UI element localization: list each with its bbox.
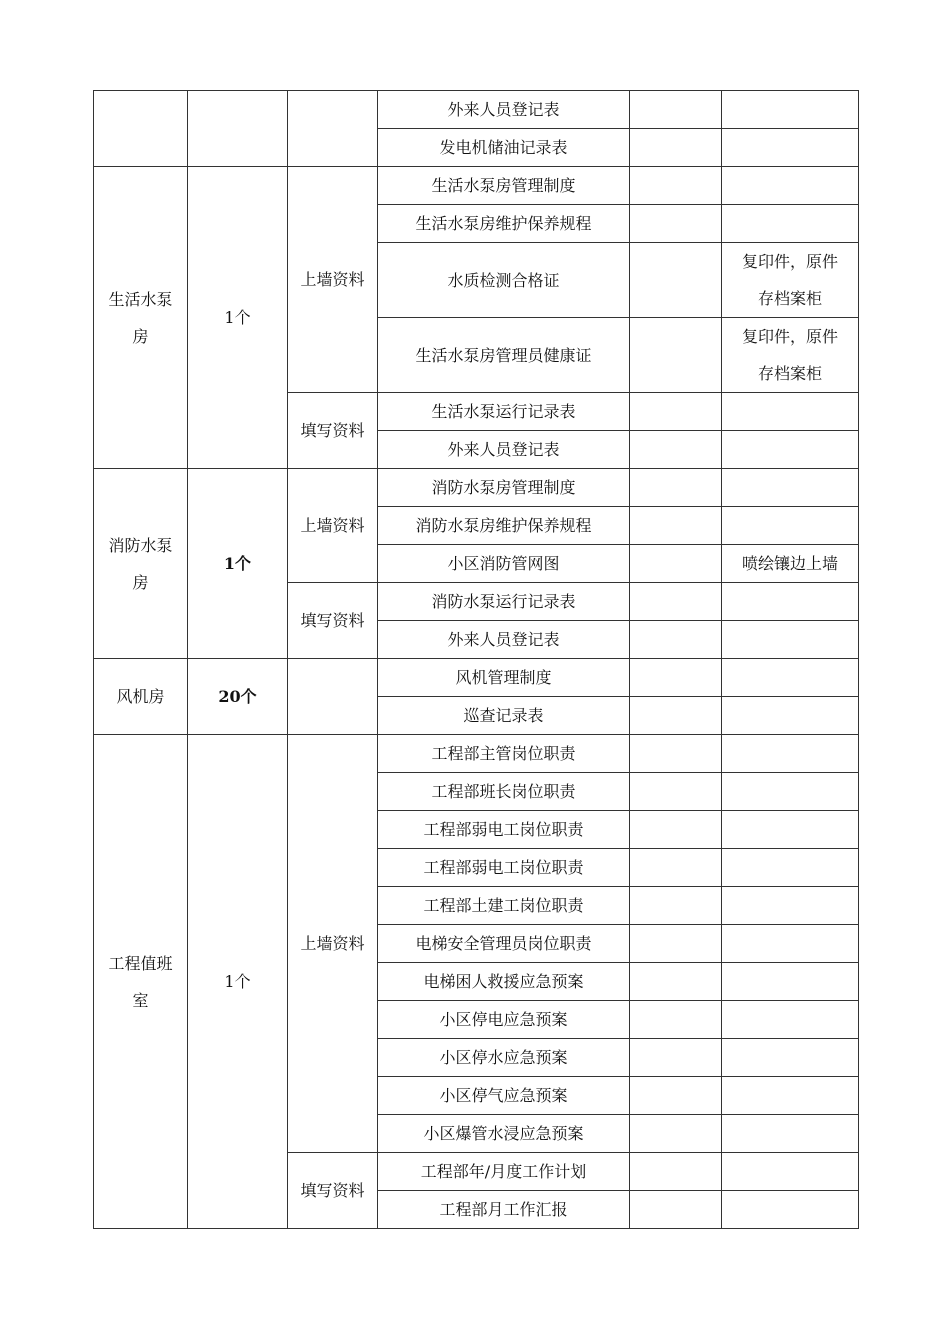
item-cell: 外来人员登记表 [378,621,630,659]
category-cell [288,659,378,735]
quantity-cell [188,91,288,167]
item-cell: 电梯困人救援应急预案 [378,963,630,1001]
table-row [94,167,859,205]
category-cell: 上墙资料 [288,469,378,583]
item-cell: 工程部弱电工岗位职责 [378,849,630,887]
note-cell: 复印件，原件存档案柜 [722,243,859,318]
quantity-cell: 1个 [188,735,288,1229]
location-cell [94,91,188,167]
location-cell: 生活水泵房 [94,167,188,469]
table-row [94,469,859,507]
location-cell: 消防水泵房 [94,469,188,659]
item-cell: 小区停水应急预案 [378,1039,630,1077]
item-cell: 小区停气应急预案 [378,1077,630,1115]
item-cell: 水质检测合格证 [378,243,630,318]
item-cell: 工程部主管岗位职责 [378,735,630,773]
item-cell: 生活水泵运行记录表 [378,393,630,431]
item-cell: 工程部弱电工岗位职责 [378,811,630,849]
location-cell: 工程值班室 [94,735,188,1229]
table-row [94,91,859,129]
item-cell: 消防水泵运行记录表 [378,583,630,621]
quantity-cell: 1个 [188,167,288,469]
item-cell: 外来人员登记表 [378,431,630,469]
item-cell: 小区消防管网图 [378,545,630,583]
category-cell: 上墙资料 [288,735,378,1153]
item-cell: 生活水泵房管理员健康证 [378,318,630,393]
table-row [94,735,859,773]
item-cell: 小区停电应急预案 [378,1001,630,1039]
item-cell: 风机管理制度 [378,659,630,697]
item-cell: 工程部土建工岗位职责 [378,887,630,925]
category-cell: 填写资料 [288,393,378,469]
category-cell: 上墙资料 [288,167,378,393]
quantity-cell: 20个 [188,659,288,735]
note-cell: 复印件，原件存档案柜 [722,318,859,393]
item-cell: 发电机储油记录表 [378,129,630,167]
item-cell: 工程部班长岗位职责 [378,773,630,811]
note-cell: 喷绘镶边上墙 [722,545,859,583]
item-cell: 工程部年/月度工作计划 [378,1153,630,1191]
document-table [93,90,859,1229]
location-cell: 风机房 [94,659,188,735]
item-cell: 消防水泵房管理制度 [378,469,630,507]
item-cell: 巡查记录表 [378,697,630,735]
table-row [94,659,859,697]
item-cell: 电梯安全管理员岗位职责 [378,925,630,963]
quantity-cell: 1个 [188,469,288,659]
category-cell: 填写资料 [288,583,378,659]
note-cell [722,91,859,129]
empty-cell [630,91,722,129]
item-cell: 生活水泵房维护保养规程 [378,205,630,243]
item-cell: 消防水泵房维护保养规程 [378,507,630,545]
category-cell: 填写资料 [288,1153,378,1229]
item-cell: 生活水泵房管理制度 [378,167,630,205]
item-cell: 工程部月工作汇报 [378,1191,630,1229]
item-cell: 小区爆管水浸应急预案 [378,1115,630,1153]
item-cell: 外来人员登记表 [378,91,630,129]
category-cell [288,91,378,167]
